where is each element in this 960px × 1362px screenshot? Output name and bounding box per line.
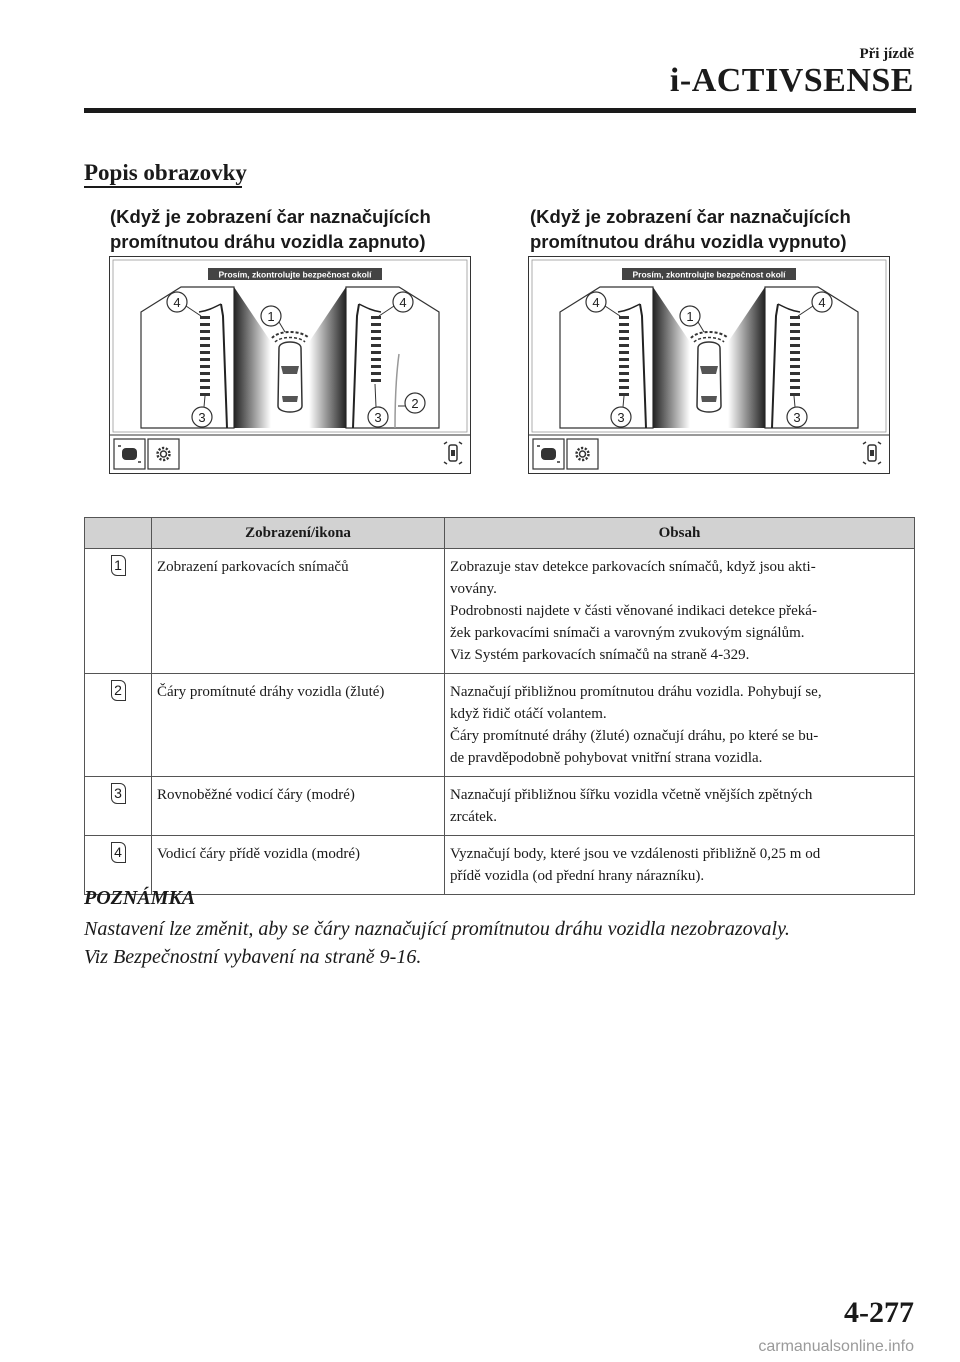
warning-banner-text: Prosím, zkontrolujte bezpečnost okolí (218, 269, 372, 280)
table-header-display: Zobrazení/ikona (152, 518, 445, 549)
chapter-title: i-ACTIVSENSE (669, 62, 914, 99)
callout-label: 2 (411, 396, 419, 411)
number-badge: 3 (111, 783, 126, 804)
section-underline (84, 186, 242, 188)
row-display-cell: Čáry promítnuté dráhy vozidla (žluté) (152, 674, 445, 777)
callout-label: 4 (399, 295, 407, 310)
front-right-camera-view (765, 287, 858, 428)
table-header-content: Obsah (445, 518, 915, 549)
callout-label: 4 (818, 295, 826, 310)
settings-gear-icon[interactable] (567, 439, 598, 469)
caption-guide-lines-on (110, 204, 480, 254)
section-title: Popis obrazovky (84, 160, 247, 185)
callout-label: 3 (374, 410, 382, 425)
table-header-row (85, 518, 915, 549)
table-row (85, 777, 915, 836)
content-line: de pravděpodobně pohybovat vnitřní strana vozidla. (450, 750, 763, 766)
table-header-num (85, 518, 152, 549)
table-row (85, 836, 915, 895)
content-line: Zobrazuje stav detekce parkovacích snímačů, když jsou akti- (450, 559, 816, 575)
table-row (85, 549, 915, 674)
note-line: Nastavení lze změnit, aby se čáry naznačující promítnutou dráhu vozidla nezobrazovaly. (84, 918, 790, 940)
callout-label: 4 (592, 295, 600, 310)
chapter-label: Při jízdě (859, 46, 914, 62)
front-left-camera-view (141, 287, 234, 428)
callout-label: 3 (617, 410, 625, 425)
content-line: Podrobnosti najdete v části věnované indikaci detekce překá- (450, 603, 817, 619)
note-text (84, 915, 924, 971)
caption-guide-lines-off (530, 204, 900, 254)
callout-label: 4 (173, 295, 181, 310)
number-badge: 1 (111, 555, 126, 576)
row-content-cell (445, 777, 915, 836)
page-number: 4-277 (844, 1296, 914, 1329)
view-switch-icon[interactable] (533, 439, 564, 469)
content-line: Vyznačují body, které jsou ve vzdálenosti přibližně 0,25 m od (450, 846, 821, 862)
content-line: přídě vozidla (od přední hrany nárazníku). (450, 868, 705, 884)
front-right-camera-view (346, 287, 439, 428)
caption-line: (Když je zobrazení čar naznačujících (110, 206, 431, 227)
content-line: Viz Systém parkovacích snímačů na straně 4-329. (450, 647, 750, 663)
content-line: když řidič otáčí volantem. (450, 706, 607, 722)
row-content-cell (445, 836, 915, 895)
callout-label: 1 (267, 309, 275, 324)
warning-banner-text: Prosím, zkontrolujte bezpečnost okolí (632, 269, 786, 280)
callout-label: 3 (793, 410, 801, 425)
watermark: carmanualsonline.info (758, 1338, 914, 1355)
front-left-camera-view (560, 287, 653, 428)
number-badge: 4 (111, 842, 126, 863)
row-display-cell: Rovnoběžné vodicí čáry (modré) (152, 777, 445, 836)
content-line: zrcátek. (450, 809, 498, 825)
content-line: Naznačují přibližnou šířku vozidla včetně vnějších zpětných (450, 787, 813, 803)
caption-line: promítnutou dráhu vozidla zapnuto) (110, 231, 426, 252)
table-row (85, 674, 915, 777)
caption-line: promítnutou dráhu vozidla vypnuto) (530, 231, 847, 252)
content-line: žek parkovacími snímači a varovným zvukovým signálům. (450, 625, 805, 641)
camera-screen-without-guide-lines (528, 256, 890, 474)
callout-label: 3 (198, 410, 206, 425)
note-line: Viz Bezpečnostní vybavení na straně 9-16. (84, 946, 422, 968)
camera-screen-with-guide-lines (109, 256, 471, 474)
row-content-cell (445, 674, 915, 777)
content-line: vovány. (450, 581, 497, 597)
caption-line: (Když je zobrazení čar naznačujících (530, 206, 851, 227)
header-rule (84, 108, 916, 113)
row-number-cell (85, 777, 152, 836)
row-number-cell (85, 836, 152, 895)
settings-gear-icon[interactable] (148, 439, 179, 469)
content-line: Čáry promítnuté dráhy (žluté) označují dráhu, po které se bu- (450, 728, 819, 744)
note-label: POZNÁMKA (84, 887, 196, 909)
number-badge: 2 (111, 680, 126, 701)
row-display-cell: Vodicí čáry přídě vozidla (modré) (152, 836, 445, 895)
view-switch-icon[interactable] (114, 439, 145, 469)
row-number-cell (85, 549, 152, 674)
row-display-cell: Zobrazení parkovacích snímačů (152, 549, 445, 674)
callout-label: 1 (686, 309, 694, 324)
row-number-cell (85, 674, 152, 777)
display-description-table (84, 517, 915, 895)
row-content-cell (445, 549, 915, 674)
content-line: Naznačují přibližnou promítnutou dráhu vozidla. Pohybují se, (450, 684, 822, 700)
